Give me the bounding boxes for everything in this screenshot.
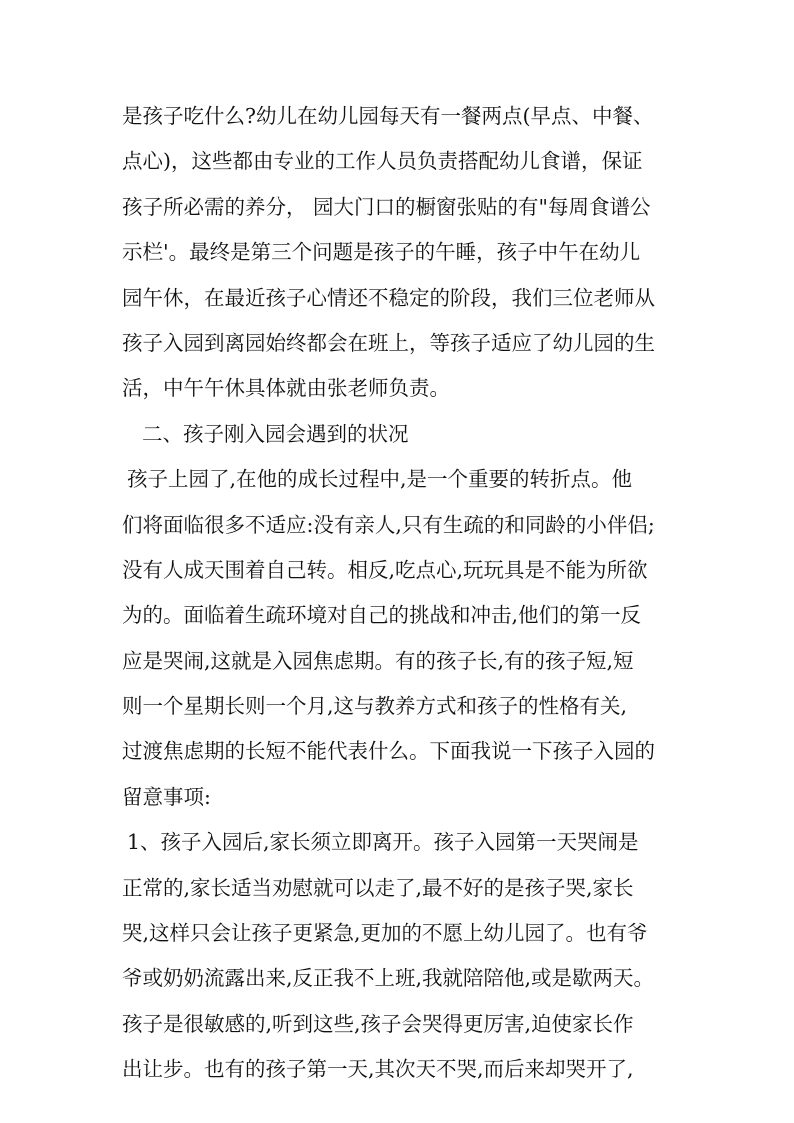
text-line: 点心)，这些都由专业的工作人员负责搭配幼儿食谱，保证 <box>122 149 643 174</box>
text-line: 正常的,家长适当劝慰就可以走了,最不好的是孩子哭,家长 <box>122 875 634 900</box>
text-line: 园午休，在最近孩子心情还不稳定的阶段，我们三位老师从 <box>122 285 655 310</box>
text-line: 们将面临很多不适应:没有亲人,只有生疏的和同龄的小伴侣; <box>122 512 655 537</box>
text-line: 示栏'。最终是第三个问题是孩子的午睡，孩子中午在幼儿 <box>122 240 641 265</box>
text-line: 活，中午午休具体就由张老师负责。 <box>122 376 450 401</box>
text-line: 孩子入园到离园始终都会在班上，等孩子适应了幼儿园的生 <box>122 330 655 355</box>
text-line: 过渡焦虑期的长短不能代表什么。下面我说一下孩子入园的 <box>122 739 655 764</box>
text-line: 孩子是很敏感的,听到这些,孩子会哭得更厉害,迫使家长作 <box>122 1011 634 1036</box>
text-line: 哭,这样只会让孩子更紧急,更加的不愿上幼儿园了。也有爷 <box>122 921 648 946</box>
text-line: 留意事项: <box>122 784 211 809</box>
text-line: 没有人成天围着自己转。相反,吃点心,玩玩具是不能为所欲 <box>122 557 648 582</box>
text-line: 出让步。也有的孩子第一天,其次天不哭,而后来却哭开了, <box>122 1057 634 1082</box>
text-line: 是孩子吃什么?幼儿在幼儿园每天有一餐两点(早点、中餐、 <box>122 104 654 128</box>
list-item-start: 1、孩子入园后,家长须立即离开。孩子入园第一天哭闹是 <box>127 830 639 855</box>
section-heading: 二、孩子刚入园会遇到的状况 <box>142 421 409 446</box>
text-line: 爷或奶奶流露出来,反正我不上班,我就陪陪他,或是歇两天。 <box>122 966 655 991</box>
text-line: 则一个星期长则一个月,这与教养方式和孩子的性格有关, <box>122 694 628 719</box>
text-line: 应是哭闹,这就是入园焦虑期。有的孩子长,有的孩子短,短 <box>122 648 634 673</box>
text-line: 孩子上园了,在他的成长过程中,是一个重要的转折点。他 <box>127 467 633 492</box>
body-text <box>122 94 682 1093</box>
text-line: 为的。面临着生疏环境对自己的挑战和冲击,他们的第一反 <box>122 603 642 628</box>
text-line: 孩子所必需的养分， 园大门口的橱窗张贴的有"每周食谱公 <box>122 194 651 219</box>
